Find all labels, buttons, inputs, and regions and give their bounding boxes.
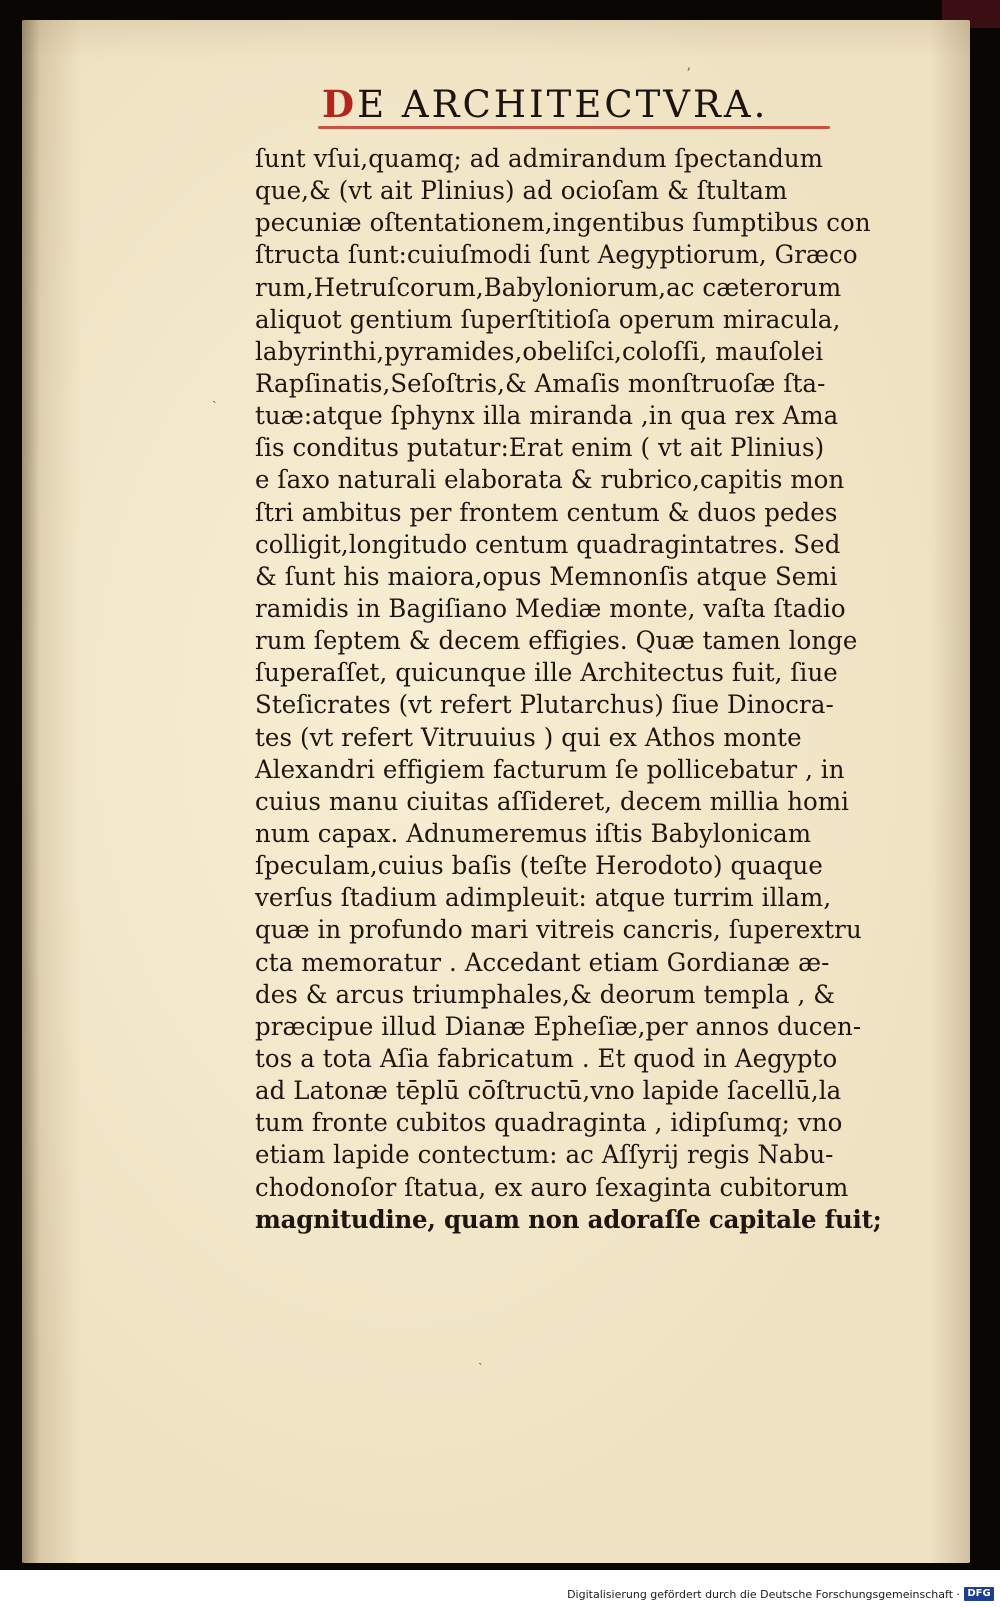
text-line: cta memoratur . Accedant etiam Gordianæ æ- <box>255 947 830 977</box>
text-line: colligit,longitudo centum quadragintatres. Sed <box>255 529 841 559</box>
text-line: Alexandri effigiem facturum ſe pollicebatur , in <box>255 754 845 784</box>
text-line: ſunt vſui,quamq; ad admirandum ſpectandum <box>255 144 824 173</box>
gutter-shadow <box>22 20 40 1563</box>
text-line: verſus ſtadium adimpleuit: atque turrim illam, <box>255 883 832 913</box>
text-line: tum fronte cubitos quadraginta , idipſumq; vno <box>255 1108 843 1138</box>
text-line: tuæ:atque ſphynx illa miranda ,in qua rex Ama <box>255 401 839 431</box>
ink-speck: ˏ <box>478 1350 483 1366</box>
text-line: magnitudine, quam non adoraſſe capitale fuit; <box>255 1204 882 1234</box>
text-block <box>255 143 920 1236</box>
text-line: ramidis in Bagiſiano Mediæ monte, vaſta ſtadio <box>255 593 846 623</box>
text-line: rum ſeptem & decem effigies. Quæ tamen longe <box>255 626 858 656</box>
text-line: rum,Hetruſcorum,Babyloniorum,ac cæterorum <box>255 272 842 302</box>
footer-credit: Digitalisierung gefördert durch die Deutsche Forschungsgemeinschaft · <box>567 1588 960 1601</box>
ink-speck: ʼ <box>686 66 691 82</box>
text-line: e ſaxo naturali elaborata & rubrico,capitis mon <box>255 465 845 495</box>
ink-speck: ˎ <box>212 388 217 404</box>
text-line: tes (vt refert Vitruuius ) qui ex Athos monte <box>255 722 802 752</box>
text-line: des & arcus triumphales,& deorum templa , & <box>255 979 836 1009</box>
text-line: Steſicrates (vt refert Plutarchus) ſiue Dinocra- <box>255 690 834 720</box>
running-head <box>322 82 842 126</box>
text-line: tos a tota Aſia fabricatum . Et quod in Aegypto <box>255 1043 838 1073</box>
text-line: ſuperaſſet, quicunque ille Architectus fuit, ſiue <box>255 658 838 688</box>
text-line: ſtructa ſunt:cuiuſmodi ſunt Aegyptiorum, Græco <box>255 240 858 270</box>
red-underline-rule <box>318 126 830 129</box>
text-line: cuius manu ciuitas aſſideret, decem millia homi <box>255 786 850 816</box>
text-line: Rapſinatis,Seſoſtris,& Amaſis monſtruoſæ ſta- <box>255 368 826 398</box>
text-line: ſpeculam,cuius baſis (teſte Herodoto) quaque <box>255 851 823 881</box>
running-head-text: E ARCHITECTVRA. <box>357 83 769 126</box>
text-line: præcipue illud Dianæ Epheſiæ,per annos ducen- <box>255 1011 862 1041</box>
text-line: & ſunt his maiora,opus Memnonſis atque Semi <box>255 561 838 591</box>
text-line: num capax. Adnumeremus iſtis Babylonicam <box>255 818 812 848</box>
text-line: quæ in profundo mari vitreis cancris, ſuperextru <box>255 915 862 945</box>
text-line: chodonoſor ſtatua, ex auro ſexaginta cubitorum <box>255 1172 849 1202</box>
rubric-initial: D <box>322 82 358 126</box>
text-line: etiam lapide contectum: ac Aſſyrij regis Nabu- <box>255 1140 834 1170</box>
text-line: ſtri ambitus per frontem centum & duos pedes <box>255 497 838 527</box>
text-line: ſis conditus putatur:Erat enim ( vt ait Plinius) <box>255 433 825 463</box>
dfg-logo: DFG <box>964 1587 994 1601</box>
text-line: ad Latonæ tēplū cōſtructū,vno lapide ſacellū,la <box>255 1076 842 1106</box>
text-line: aliquot gentium ſuperſtitioſa operum miracula, <box>255 304 841 334</box>
text-line: pecuniæ oſtentationem,ingentibus ſumptibus con <box>255 208 871 238</box>
text-line: labyrinthi,pyramides,obeliſci,coloſſi, mauſolei <box>255 336 824 366</box>
text-line: que,& (vt ait Plinius) ad ocioſam & ſtultam <box>255 176 788 206</box>
